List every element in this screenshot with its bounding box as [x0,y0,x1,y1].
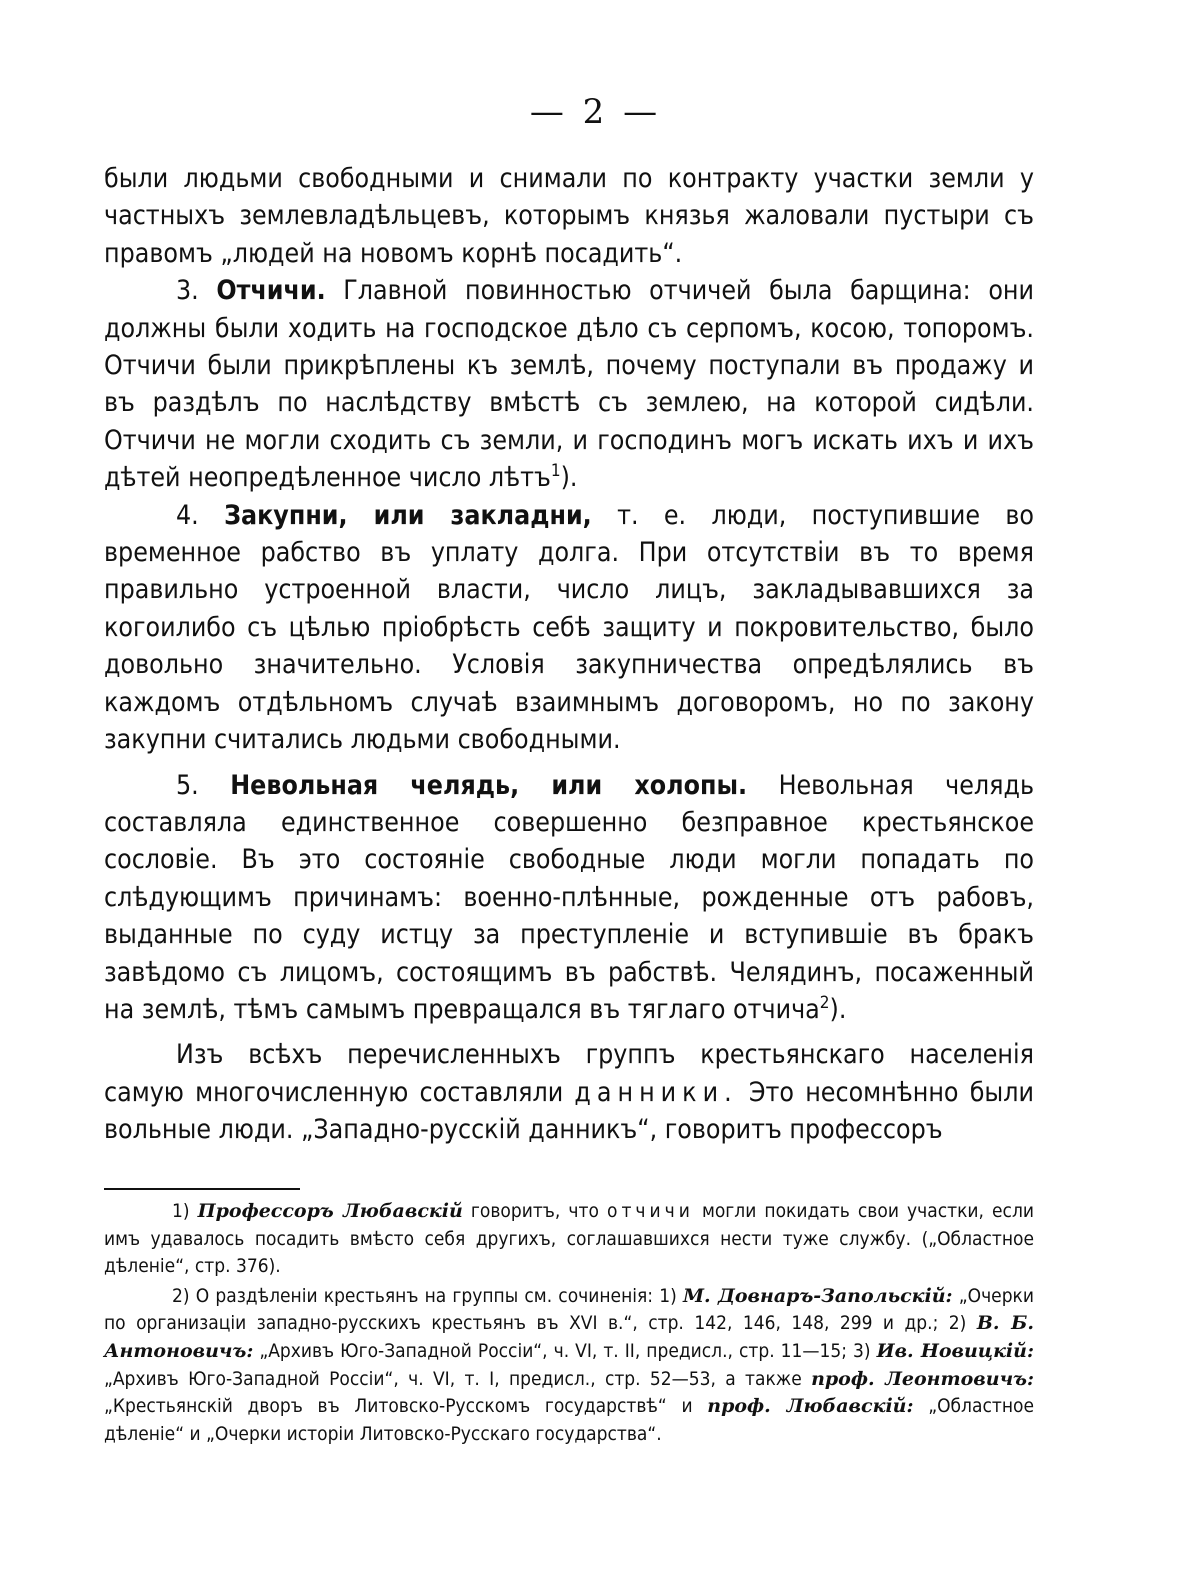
cited-author: проф. Любавскiй: [707,1395,914,1418]
item-text: Невольная челядь составляла единственное совершенно безправное крестьянское сословiе. Въ это состоянiе свободные люди могли попадать по слѣдующимъ причинамъ: военно-плѣнные, рожденные отъ рабовъ, выданные по суду истцу за преступленiе и вступившiе въ бракъ завѣдомо съ лицомъ, состоящимъ въ рабствѣ. Челядинъ, посаженный на землѣ, тѣмъ самымъ превращался въ тяглаго отчича [104,769,1035,1025]
item-number: 3. [176,275,199,307]
cited-author: В. Б. Антоновичъ: [104,1312,1034,1362]
paragraph-danniki: Изъ всѣхъ перечисленныхъ группъ крестьянскаго населенiя самую многочисленную составляли данники. Это несомнѣнно были вольные люди. „Западно-русскiй данникъ“, говоритъ профессоръ [104,1039,1034,1146]
item-number: 5. [176,769,199,801]
cited-author: проф. Леонтовичъ: [811,1367,1034,1390]
paragraph-chelyad: 5. Невольная челядь, или холопы. Невольная челядь составляла единственное совершенно безправное крестьянское сословiе. Въ это состоянiе свободные люди могли попадать по слѣдующимъ причинамъ: военно-плѣнные, рожденные отъ рабовъ, выданные по суду истцу за преступленiе и вступившiе въ бракъ завѣдомо съ лицомъ, состоящимъ въ рабствѣ. Челядинъ, посаженный на землѣ, тѣмъ самымъ превращался въ тяглаго отчича$^2$). [104,769,1035,1025]
item-text: Главной повинностью отчичей была барщина: они должны были ходить на господское дѣло съ серпомъ, косою, топоромъ. Отчичи были прикрѣплены къ землѣ, почему поступали въ продажу и въ раздѣлъ по наслѣдству вмѣстѣ съ землею, на которой сидѣли. Отчичи не могли сходить съ земли, и господинъ могъ искать ихъ и ихъ дѣтей неопредѣленное число лѣтъ [104,275,1034,494]
item-heading: Закупни, или закладни, [224,499,592,531]
page-number: — 2 — [529,92,662,132]
paragraph-1: были людьми свободными и снимали по контракту участки земли у частныхъ землевладѣльцевъ, которымъ князья жаловали пустыри съ правомъ „людей на новомъ корнѣ посадить“. [104,163,1034,269]
footnote-ref-1: 1 [550,461,561,482]
main-text [104,160,1034,1149]
footnote-divider [104,1188,300,1190]
cited-author: Ив. Новицкiй: [876,1339,1034,1362]
item-text: т. е. люди, поступившие во временное рабство въ уплату долга. При отсутствiи въ то время правильно устроенной власти, число лицъ, закладывавшихся за когоилибо съ цѣлью прiобрѣсть себѣ защиту и покровительство, было довольно значительно. Условiя закупничества опредѣлялись въ каждомъ отдѣльномъ случаѣ взаимнымъ договоромъ, но по закону закупни считались людьми свободными. [104,499,1034,756]
footnote-2: 2) О раздѣленiи крестьянъ на группы см. сочиненiя: 1) М. Довнаръ-Запольскiй: „Очерки по организацiи западно-русскихъ крестьянъ въ XVI в.“, стр. 142, 146, 148, 299 и др.; 2) В. Б. Антоновичъ: „Архивъ Юго-Западной Россiи“, ч. VI, т. II, предисл., стр. 11—15; 3) Ив. Новицкiй: „Архивъ Юго-Западной Россiи“, ч. VI, т. I, предисл., стр. 52—53, а также проф. Леонтовичъ: „Крестьянскiй дворъ въ Литовско-Русскомъ государствѣ“ и проф. Любавскiй: „Областное дѣленiе“ и „Очерки исторiи Литовско-Русскаго государства“. [104,1284,1034,1445]
item-heading: Невольная челядь, или холопы. [230,769,748,801]
footnotes [104,1198,1034,1448]
footnote-mark: 2) [172,1284,190,1307]
spaced-term: данники. [574,1076,738,1108]
footnote-1: 1) Профессоръ Любавскiй говоритъ, что отчичи могли покидать свои участки, если имъ удавалось посадить вмѣсто себя другихъ, соглашавшихся нести туже службу. („Областное дѣленiе“, стр. 376). [104,1200,1034,1278]
footnote-mark: 1) [172,1200,190,1222]
cited-author: Профессоръ Любавскiй [197,1200,463,1222]
footnote-ref-2: 2 [819,993,830,1014]
paragraph-zakupni [104,497,1034,759]
item-number: 4. [176,499,199,531]
item-heading: Отчичи. [216,275,326,307]
cited-author: М. Довнаръ-Запольскiй: [682,1284,953,1307]
paragraph-otchichi: 3. Отчичи. Главной повинностью отчичей была барщина: они должны были ходить на господское дѣло съ серпомъ, косою, топоромъ. Отчичи были прикрѣплены къ землѣ, почему поступали въ продажу и въ раздѣлъ по наслѣдству вмѣстѣ съ землею, на которой сидѣли. Отчичи не могли сходить съ земли, и господинъ могъ искать ихъ и ихъ дѣтей неопредѣленное число лѣтъ$^1$). [104,275,1034,494]
